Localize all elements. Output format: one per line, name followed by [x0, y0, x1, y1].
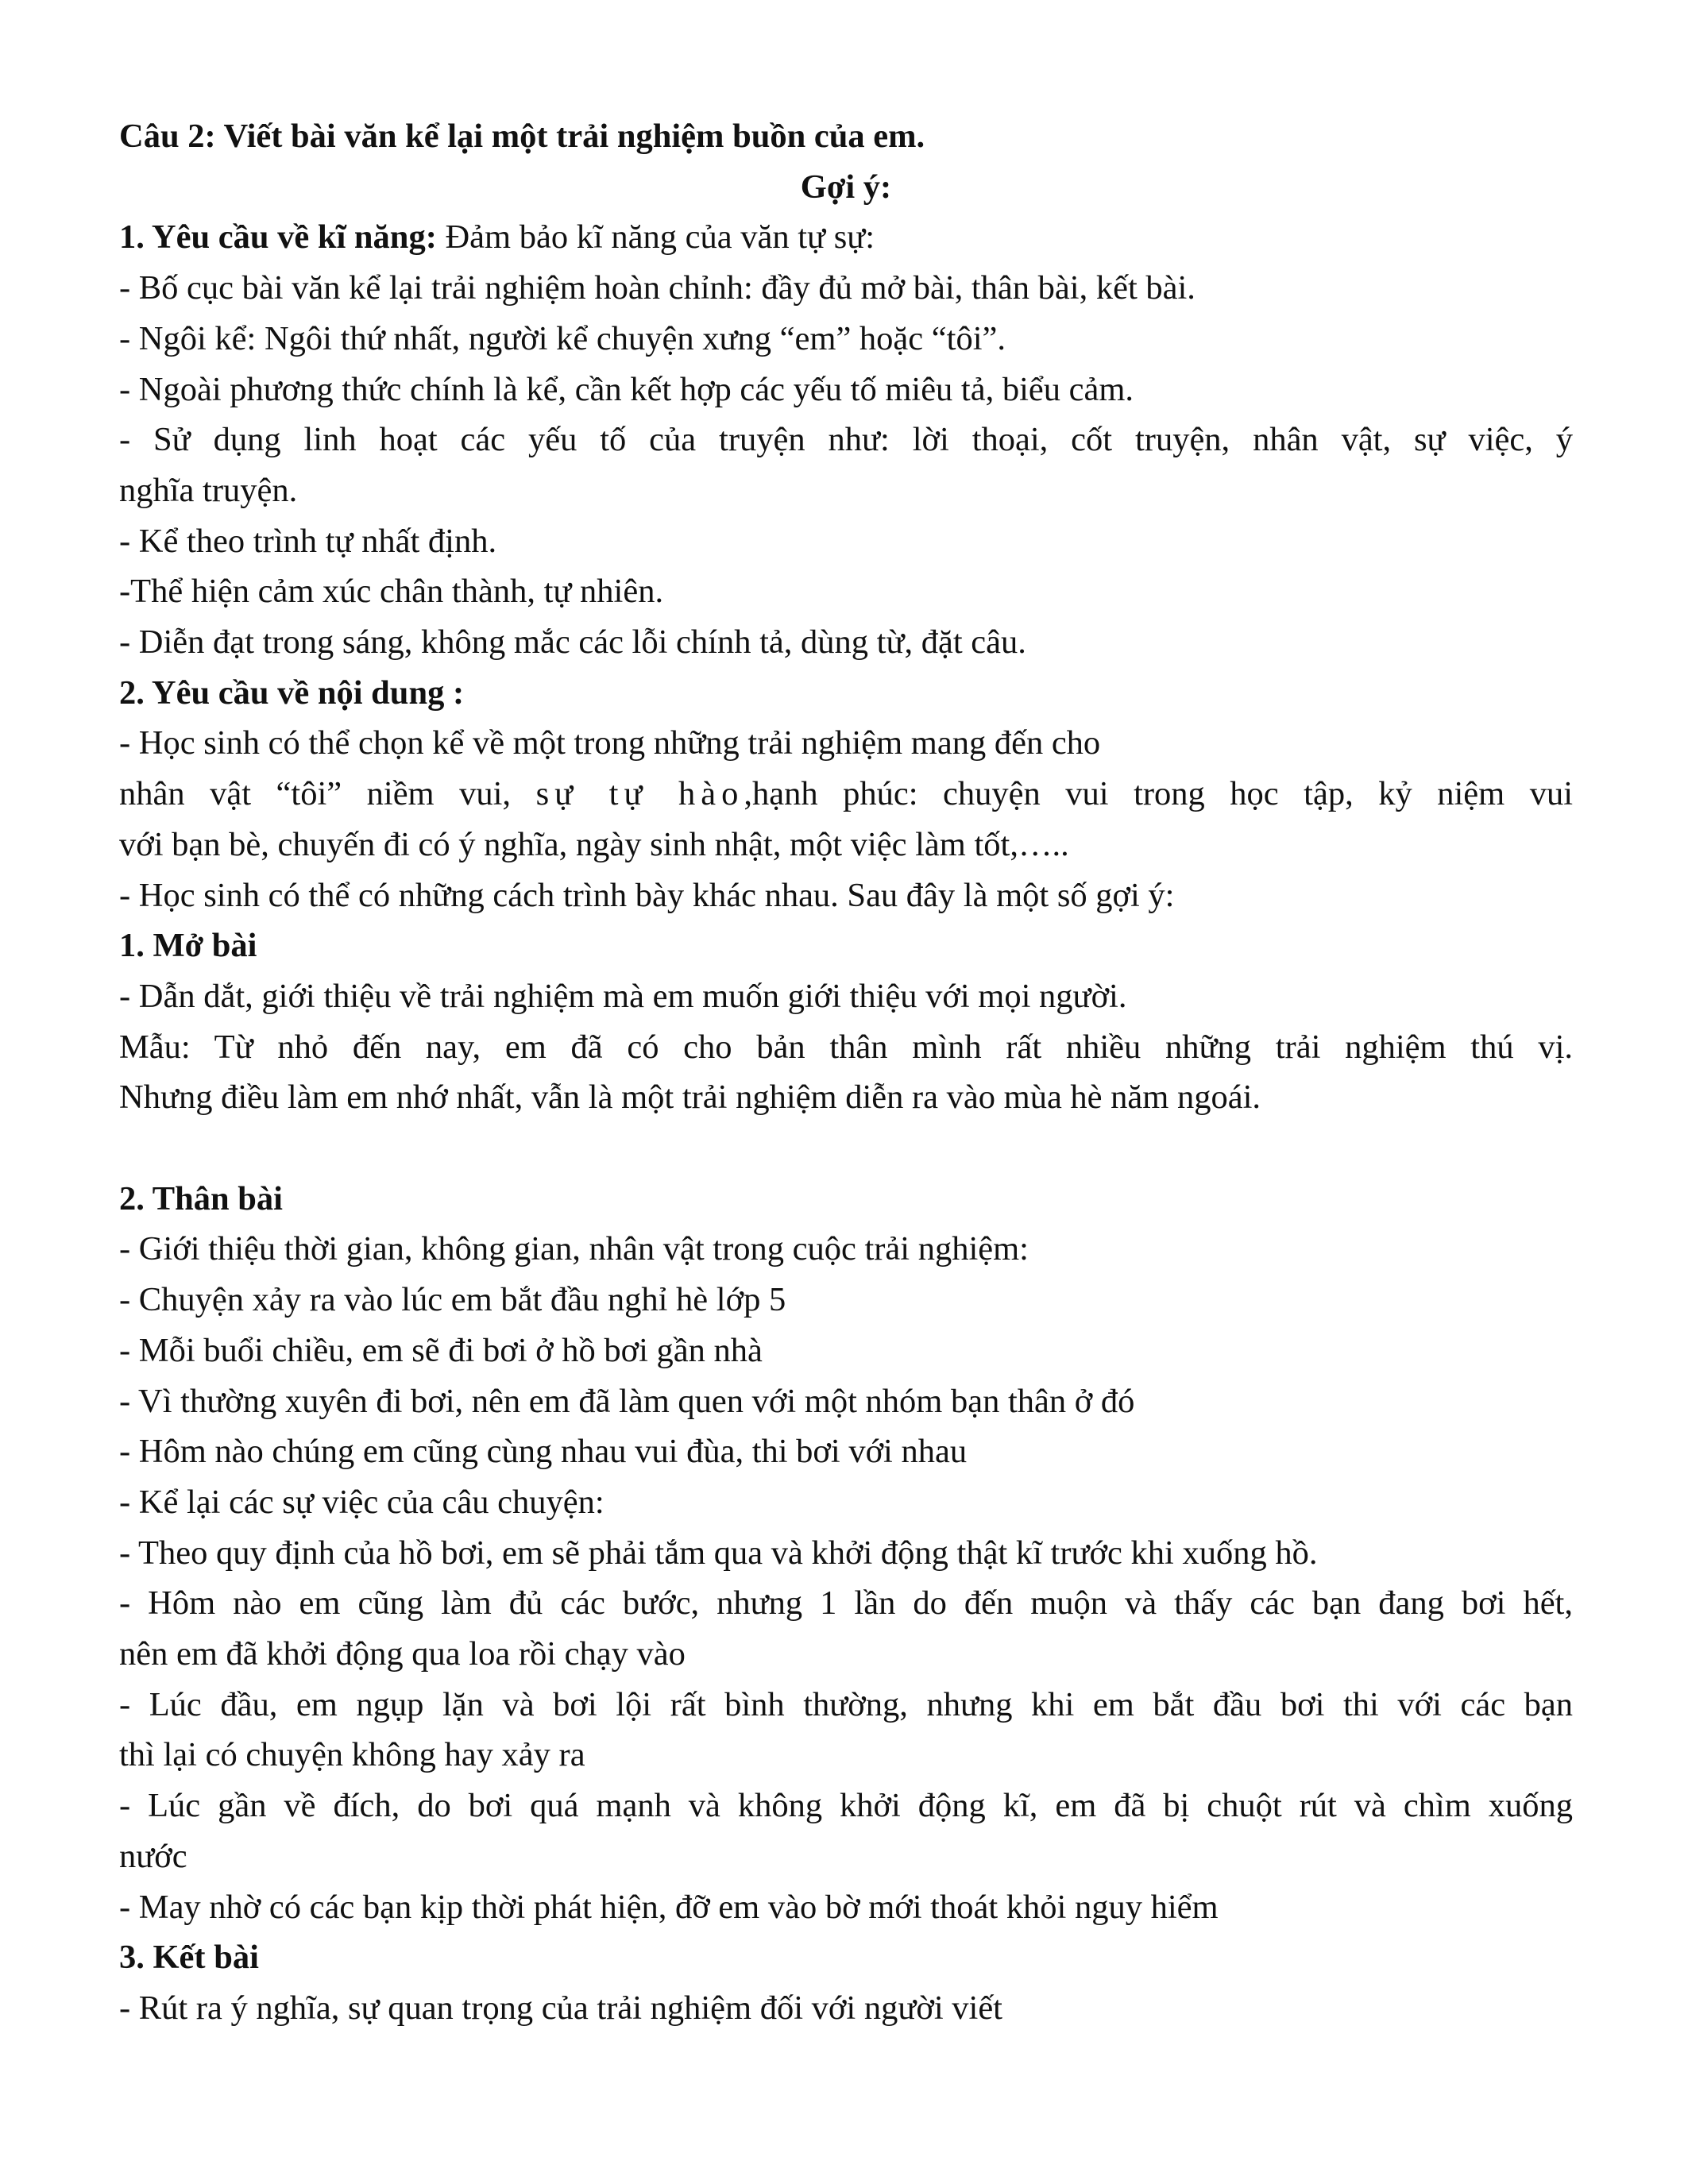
skills-item: nghĩa truyện. [119, 471, 298, 509]
skills-item: - Diễn đạt trong sáng, không mắc các lỗi chính tả, dùng từ, đặt câu. [119, 623, 1026, 662]
content-text-spaced: sự tự hào [535, 775, 744, 813]
body-heading: 2. Thân bài [119, 1179, 283, 1217]
body-item: - Hôm nào chúng em cũng cùng nhau vui đùa, thi bơi với nhau [119, 1433, 968, 1471]
body-item: thì lại có chuyện không hay xảy ra [119, 1736, 585, 1774]
skills-intro-line [119, 212, 1573, 263]
content-line [119, 769, 1573, 820]
opening-line: - Dẫn dắt, giới thiệu về trải nghiệm mà em muốn giới thiệu với mọi người. [119, 977, 1127, 1015]
skills-item: - Ngôi kể: Ngôi thứ nhất, người kể chuyện xưng “em” hoặc “tôi”. [119, 319, 1006, 357]
body-item: - Mỗi buổi chiều, em sẽ đi bơi ở hồ bơi gần nhà [119, 1331, 763, 1369]
body-item: - Lúc đầu, em ngụp lặn và bơi lội rất bình thường, nhưng khi em bắt đầu bơi thi với các bạn [119, 1685, 1573, 1723]
opening-heading: 1. Mở bài [119, 927, 257, 965]
body-item: - Chuyện xảy ra vào lúc em bắt đầu nghỉ hè lớp 5 [119, 1281, 786, 1319]
skills-heading: 1. Yêu cầu về kĩ năng: [119, 218, 437, 257]
skills-item: - Ngoài phương thức chính là kể, cần kết hợp các yếu tố miêu tả, biểu cảm. [119, 370, 1134, 408]
question-title: Câu 2: Viết bài văn kể lại một trải nghiệm buồn của em. [119, 118, 925, 155]
body-item: - May nhờ có các bạn kịp thời phát hiện, đỡ em vào bờ mới thoát khỏi nguy hiểm [119, 1888, 1219, 1926]
document-page [119, 111, 1573, 2034]
body-item: - Vì thường xuyên đi bơi, nên em đã làm quen với một nhóm bạn thân ở đó [119, 1382, 1135, 1420]
content-line: với bạn bè, chuyến đi có ý nghĩa, ngày sinh nhật, một việc làm tốt,….. [119, 825, 1069, 863]
body-item: - Lúc gần về đích, do bơi quá mạnh và không khởi động kĩ, em đã bị chuột rút và chìm xuống [119, 1787, 1573, 1825]
body-item: - Kể lại các sự việc của câu chuyện: [119, 1483, 605, 1521]
body-item: - Theo quy định của hồ bơi, em sẽ phải tắm qua và khởi động thật kĩ trước khi xuống hồ. [119, 1534, 1318, 1572]
skills-item: - Sử dụng linh hoạt các yếu tố của truyện như: lời thoại, cốt truyện, nhân vật, sự việc, ý [119, 421, 1573, 459]
body-item: nên em đã khởi động qua loa rồi chạy vào [119, 1635, 686, 1673]
skills-item: -Thể hiện cảm xúc chân thành, tự nhiên. [119, 573, 664, 611]
skills-item: - Bố cục bài văn kể lại trải nghiệm hoàn chỉnh: đầy đủ mở bài, thân bài, kết bài. [119, 269, 1196, 307]
content-line: - Học sinh có thể chọn kể về một trong những trải nghiệm mang đến cho [119, 724, 1101, 762]
ending-line: - Rút ra ý nghĩa, sự quan trọng của trải nghiệm đối với người viết [119, 1989, 1002, 2027]
content-heading: 2. Yêu cầu về nội dung : [119, 673, 465, 712]
content-line: - Học sinh có thể có những cách trình bày khác nhau. Sau đây là một số gợi ý: [119, 876, 1175, 914]
content-text: ,hạnh phúc: chuyện vui trong học tập, kỷ niệm vui [744, 775, 1573, 813]
body-item: - Giới thiệu thời gian, không gian, nhân vật trong cuộc trải nghiệm: [119, 1230, 1029, 1268]
skills-intro: Đảm bảo kĩ năng của văn tự sự: [436, 218, 875, 257]
skills-item: - Kể theo trình tự nhất định. [119, 522, 497, 560]
content-text: nhân vật “tôi” niềm vui, [119, 775, 536, 813]
blank-line [119, 1123, 1573, 1174]
body-item: - Hôm nào em cũng làm đủ các bước, nhưng 1 lần do đến muộn và thấy các bạn đang bơi hết, [119, 1584, 1573, 1623]
body-item: nước [119, 1837, 187, 1875]
opening-line: Nhưng điều làm em nhớ nhất, vẫn là một trải nghiệm diễn ra vào mùa hè năm ngoái. [119, 1078, 1261, 1117]
ending-heading: 3. Kết bài [119, 1939, 259, 1977]
hint-heading: Gợi ý: [800, 168, 892, 206]
opening-line: Mẫu: Từ nhỏ đến nay, em đã có cho bản thân mình rất nhiều những trải nghiệm thú vị. [119, 1028, 1573, 1066]
